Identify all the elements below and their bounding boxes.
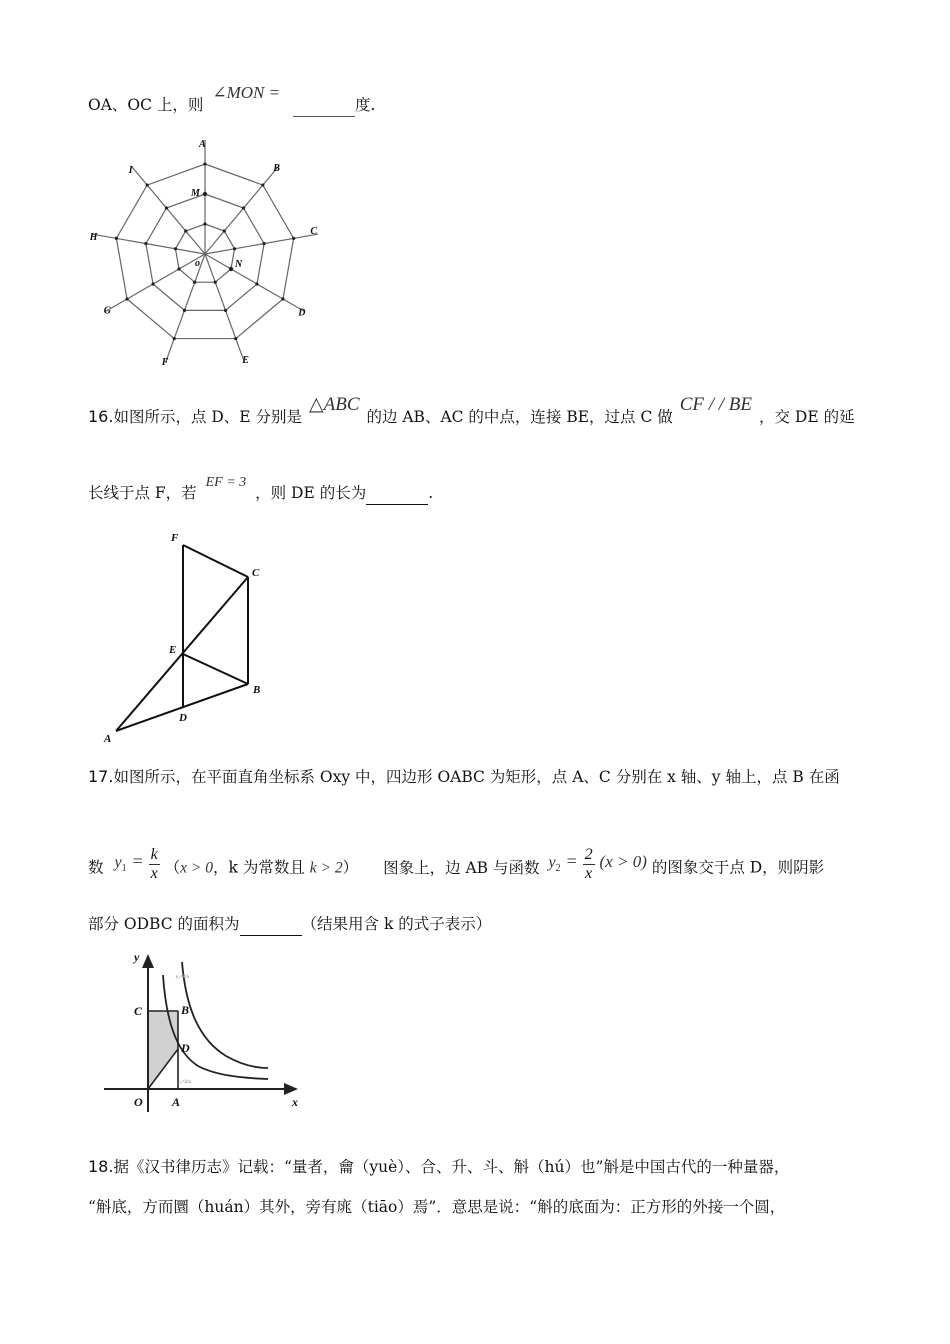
q17-line-2: 数 $y_1$ = $\frac{k}{x}$ （x > 0，k 为常数且 k > 2） 图象上，边 AB 与函数 $y_2$ = $\frac{2}{x}$ (x > 0) 的图象交于点 D，则阴影 xyxy=(88,846,825,882)
label-b: B xyxy=(273,163,280,175)
fraction-2-over-x: $\frac{2}{x}$ xyxy=(584,846,593,882)
web-node xyxy=(203,222,206,225)
figure-15-spiderweb xyxy=(90,140,330,365)
web-spoke xyxy=(92,234,205,254)
label-y: y xyxy=(134,950,140,964)
label-e: E xyxy=(169,644,177,656)
label-f: F xyxy=(171,532,179,544)
segment-eb xyxy=(183,654,248,684)
fraction-k-over-x: $\frac{k}{x}$ xyxy=(150,846,158,882)
web-node xyxy=(242,206,245,209)
label-b: B xyxy=(253,684,261,696)
label-c: C xyxy=(310,226,318,238)
web-spoke xyxy=(205,234,318,254)
web-node xyxy=(281,297,284,300)
angle-mon: ∠MON = xyxy=(212,83,281,102)
web-node xyxy=(174,247,177,250)
label-c: C xyxy=(134,1004,143,1018)
shaded-region-odbc xyxy=(148,1011,178,1089)
web-node xyxy=(224,309,227,312)
web-spoke xyxy=(166,254,205,362)
web-node xyxy=(146,183,149,186)
label-d: D xyxy=(179,712,187,724)
web-node xyxy=(203,162,206,165)
label-m: M xyxy=(191,188,200,199)
web-node xyxy=(262,242,265,245)
web-node xyxy=(292,237,295,240)
web-node xyxy=(183,309,186,312)
point-n xyxy=(229,267,233,271)
web-node xyxy=(173,337,176,340)
figure-17-coordinate-plot xyxy=(100,945,305,1115)
q15-answer-blank: ________ xyxy=(293,94,355,117)
web-spoke xyxy=(205,166,279,254)
label-x: x xyxy=(292,1095,298,1109)
q16-line-2: 长线于点 F，若 EF = 3 ，则 DE 的长为________. xyxy=(88,482,433,506)
ef-equals-3: EF = 3 xyxy=(205,475,247,490)
cf-parallel-be: CF / / BE xyxy=(679,394,753,415)
web-node xyxy=(125,297,128,300)
web-node xyxy=(151,282,154,285)
label-n: N xyxy=(234,259,243,270)
web-node xyxy=(255,282,258,285)
curve-y1 xyxy=(182,962,268,1068)
label-a: A xyxy=(199,140,206,150)
web-spoke xyxy=(205,254,244,362)
label-d: D xyxy=(181,1041,190,1055)
q17-line-1: 17.如图所示，在平面直角坐标系 Oxy 中，四边形 OABC 为矩形，点 A、C 分别在 x 轴、y 轴上，点 B 在函 xyxy=(88,767,840,786)
curve-label-y1: y₁=k/x xyxy=(176,975,190,980)
web-node xyxy=(184,229,187,232)
web-node xyxy=(214,281,217,284)
label-h: H xyxy=(90,232,98,244)
figure-16-triangle xyxy=(95,525,275,750)
label-i: I xyxy=(128,165,133,177)
web-node xyxy=(177,267,180,270)
label-b: B xyxy=(181,1003,190,1017)
web-node xyxy=(165,206,168,209)
label-a: A xyxy=(172,1095,181,1109)
q18-line-2: “斛底，方而圜（huán）其外，旁有庣（tiāo）焉”．意思是说：“斛的底面为：正方形的外接一个圆， xyxy=(88,1198,786,1216)
web-node xyxy=(115,237,118,240)
q16-answer-blank: ________ xyxy=(366,482,428,505)
label-c: C xyxy=(252,567,260,579)
label-a: A xyxy=(104,733,112,745)
q17-answer-blank: ________ xyxy=(240,913,302,936)
web-node xyxy=(144,242,147,245)
web-node xyxy=(193,281,196,284)
web-node xyxy=(233,247,236,250)
point-m xyxy=(203,192,207,196)
label-e: E xyxy=(242,354,249,365)
y2-symbol: $y_2$ xyxy=(548,853,561,874)
q16-line-1: 16.如图所示，点 D、E 分别是 △ABC 的边 AB、AC 的中点，连接 BE，过点 C 做 CF / / BE ，交 DE 的延 xyxy=(88,394,855,426)
q15-line: OA、OC 上，则 ∠MON = ________度. xyxy=(88,94,375,117)
web-node xyxy=(261,183,264,186)
label-g: G xyxy=(103,305,112,317)
web-node xyxy=(223,229,226,232)
segment-fc xyxy=(183,545,248,577)
q17-line-3: 部分 ODBC 的面积为________（结果用含 k 的式子表示） xyxy=(88,913,491,936)
label-o: o xyxy=(195,258,200,269)
label-o: O xyxy=(134,1095,143,1109)
label-f: F xyxy=(161,356,169,365)
web-node xyxy=(234,337,237,340)
q18-line-1: 18.据《汉书律历志》记载：“量者，龠（yuè）、合、升、斗、斛（hú）也”斛是中国古代的一种量器， xyxy=(88,1157,790,1176)
triangle-abc: △ABC xyxy=(309,394,360,415)
y1-symbol: $y_1$ xyxy=(114,853,127,874)
label-d: D xyxy=(298,307,306,319)
curve-label-y2: y₂=2/x xyxy=(178,1080,192,1085)
web-spoke xyxy=(131,166,205,254)
